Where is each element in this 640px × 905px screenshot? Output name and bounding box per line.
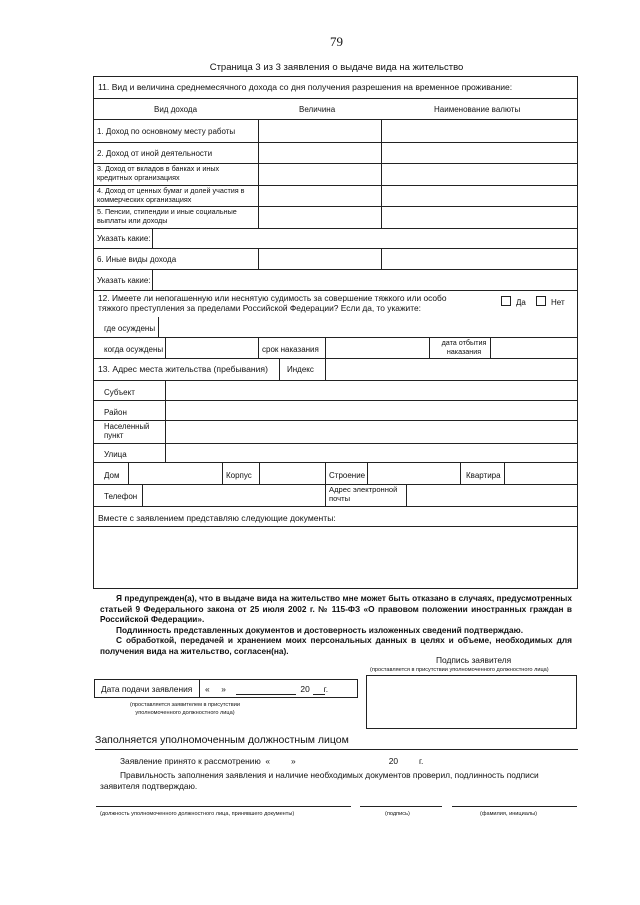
authenticity-text: Подлинность представленных документов и достоверность изложенных сведений подтверждаю. [116,624,524,635]
locality-label: Населенный пункт [104,422,150,440]
sentence-term-label: срок наказания [262,345,319,354]
col-income-type: Вид дохода [154,105,198,114]
warning-text: Я предупрежден(а), что в выдаче вида на жительство мне может быть отказано в случаях, предусмотренных статьей 9 Федерального закона от 25 июля 2002 г. № 115-ФЗ «О правовом положении иностранных граждан в Российской Федерации». [100,593,572,624]
income-row-2: 2. Доход от иной деятельности [97,149,213,158]
submission-date-note: (проставляется заявителем в присутствии уполномоченного должностного лица) [130,702,240,716]
yes-checkbox[interactable] [501,296,511,306]
section-12-question: 12. Имеете ли непогашенную или неснятую судимость за совершение тяжкого или особо тяжкого преступления за пределами Российской Федерации? Если да, то укажите: [98,293,447,313]
footer-name-caption: (фамилия, инициалы) [480,811,537,817]
footer-signature-caption: (подпись) [385,811,410,817]
apartment-label: Квартира [466,471,501,480]
page-header: Страница 3 из 3 заявления о выдаче вида на жительство [209,62,464,73]
where-convicted-label: где осуждены [104,324,156,333]
submission-date-box[interactable] [94,679,358,698]
specify-label-2: Указать какие: [97,276,151,285]
structure-label: Строение [329,471,366,480]
page-number: 79 [330,34,343,49]
no-checkbox[interactable] [536,296,546,306]
yes-label: Да [516,298,526,307]
income-row-1: 1. Доход по основному месту работы [97,127,236,136]
documents-label: Вместе с заявлением представляю следующие документы: [98,513,336,523]
house-label: Дом [104,471,120,480]
col-currency: Наименование валюты [434,105,521,114]
accepted-line: Заявление принято к рассмотрению « » 20 г. [120,756,424,766]
signature-box[interactable] [366,675,577,729]
email-label: Адрес электронной почты [329,485,398,503]
street-label: Улица [104,450,127,459]
index-label: Индекс [287,365,314,374]
col-amount: Величина [299,105,336,114]
signature-note: (проставляется в присутствии уполномоченного должностного лица) [370,667,549,673]
income-row-6: 6. Иные виды дохода [97,255,177,264]
signature-label: Подпись заявителя [436,655,512,665]
submission-date-label: Дата подачи заявления [101,684,193,694]
consent-text: С обработкой, передачей и хранением моих персональных данных в целях и объеме, необходимых для получения вида на жительство, согласен(на). [100,635,572,656]
income-row-3: 3. Доход от вкладов в банках и иных кредитных организациях [97,164,220,182]
phone-label: Телефон [104,492,138,501]
section-11-title: 11. Вид и величина среднемесячного дохода со дня получения разрешения на временное проживание: [98,82,513,92]
subject-label: Субъект [104,388,135,397]
building-label: Корпус [226,471,252,480]
district-label: Район [104,408,127,417]
specify-label-1: Указать какие: [97,234,151,243]
submission-date-value: « » 20 г. [205,684,329,694]
release-date-label: дата отбытия наказания [441,338,487,356]
legal-notice [100,593,572,656]
verification-text: Правильность заполнения заявления и наличие необходимых документов проверил, подлинность подписи заявителя подтверждаю. [100,770,539,791]
footer-position-caption: (должность уполномоченного должностного лица, принявшего документы) [100,811,295,817]
no-label: Нет [551,298,565,307]
application-form-table [93,76,578,589]
section-13-title: 13. Адрес места жительства (пребывания) [98,364,268,374]
when-convicted-label: когда осуждены [104,345,164,354]
official-section-title: Заполняется уполномоченным должностным лицом [95,734,349,746]
income-row-4: 4. Доход от ценных бумаг и долей участия в коммерческих организациях [97,186,245,204]
income-row-5: 5. Пенсии, стипендии и иные социальные выплаты или доходы [97,207,237,225]
